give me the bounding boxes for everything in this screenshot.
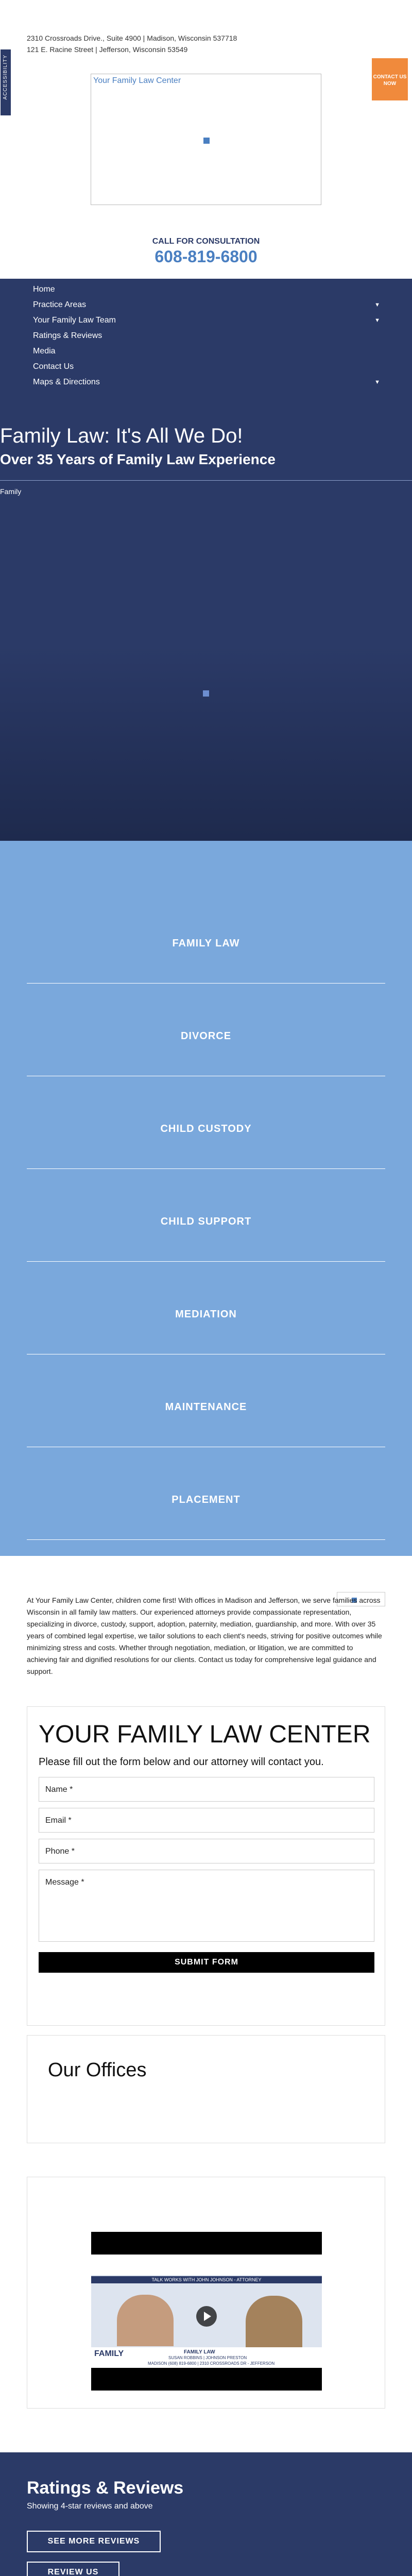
nav-item[interactable]: Media <box>33 347 56 355</box>
contact-now-button[interactable]: CONTACT US NOW <box>372 58 408 100</box>
practice-area-link[interactable]: MAINTENANCE <box>165 1401 247 1413</box>
practice-area-link[interactable]: FAMILY LAW <box>172 938 240 949</box>
name-field-label: Name * <box>45 1785 73 1794</box>
logo[interactable] <box>91 74 321 205</box>
ratings-section <box>0 2452 412 2576</box>
hero-image-caption: Family <box>0 487 22 496</box>
video-brand: FAMILY <box>94 2349 124 2358</box>
caret-down-icon[interactable]: ▼ <box>374 317 380 324</box>
message-field-label: Message * <box>45 1878 84 1887</box>
practice-area-divider <box>27 1261 385 1262</box>
practice-area-link[interactable]: MEDIATION <box>175 1309 237 1320</box>
review-us-button[interactable]: REVIEW US <box>27 2562 119 2576</box>
hero-divider <box>0 480 412 481</box>
nav-item[interactable]: Your Family Law Team <box>33 316 116 325</box>
hero <box>0 409 412 841</box>
logo-alt-text: Your Family Law Center <box>93 76 181 85</box>
phone-field-label: Phone * <box>45 1847 75 1856</box>
nav-item[interactable]: Ratings & Reviews <box>33 331 102 340</box>
practice-area-link[interactable]: DIVORCE <box>180 1030 232 1042</box>
practice-area-divider <box>27 1168 385 1169</box>
ratings-subtitle: Showing 4-star reviews and above <box>27 2502 153 2511</box>
play-icon[interactable] <box>196 2306 217 2327</box>
address-jefferson: 121 E. Racine Street | Jefferson, Wisconsin 53549 <box>27 45 188 54</box>
message-field[interactable] <box>39 1870 374 1942</box>
accessibility-tab-label: ACCESSIBILITY <box>3 55 8 100</box>
nav-item[interactable]: Practice Areas <box>33 300 87 309</box>
nav-item[interactable]: Contact Us <box>33 362 74 371</box>
caret-down-icon[interactable]: ▼ <box>374 302 380 308</box>
offices-title: Our Offices <box>48 2059 147 2081</box>
video-names: SUSAN ROBBINS | JOHNSON PRESTON <box>168 2355 247 2360</box>
form-title: YOUR FAMILY LAW CENTER <box>39 1721 371 1748</box>
person-right <box>246 2296 302 2347</box>
practice-area-link[interactable]: CHILD CUSTODY <box>160 1123 252 1134</box>
intro-text: At Your Family Law Center, children come first! With offices in Madison and Jefferson, we serve families across Wisconsin in all family law matters. Our experienced attorneys provide compassionate representation, specializing in divorce, custody, support, adoption, paternity, mediation, guardianship, and more. With over 35 years of combined legal expertise, we tailor solutions to each client's needs, striving for positive outcomes while minimizing stress and costs. Whether through negotiation, mediation, or litigation, we are committed to achieving fair and dignified resolutions for our clients. Contact us today for comprehensive legal guidance and support. <box>27 1596 382 1675</box>
hero-title: Family Law: It's All We Do! <box>0 425 243 447</box>
address-madison: 2310 Crossroads Drive., Suite 4900 | Madison, Wisconsin 537718 <box>27 34 237 42</box>
email-field-label: Email * <box>45 1816 72 1825</box>
main-nav <box>0 279 412 409</box>
form-subtitle: Please fill out the form below and our attorney will contact you. <box>39 1756 324 1768</box>
practice-areas <box>0 841 412 1556</box>
image-placeholder-icon <box>203 138 210 144</box>
hero-subtitle: Over 35 Years of Family Law Experience <box>0 451 276 467</box>
video-top-bar <box>91 2232 322 2255</box>
offices-heading-box <box>27 2035 385 2143</box>
video-footer: MADISON (608) 819-6800 | 2310 CROSSROADS DR - JEFFERSON <box>148 2361 275 2366</box>
video-lower-third <box>91 2347 322 2368</box>
accessibility-tab[interactable] <box>0 49 11 116</box>
nav-item[interactable]: Home <box>33 285 55 294</box>
office-video[interactable] <box>91 2275 322 2368</box>
person-left <box>117 2295 174 2346</box>
phone-field[interactable] <box>39 1839 374 1863</box>
practice-area-link[interactable]: CHILD SUPPORT <box>160 1216 252 1227</box>
nav-item[interactable]: Maps & Directions <box>33 378 100 386</box>
practice-area-link[interactable]: PLACEMENT <box>171 1494 241 1505</box>
see-more-reviews-button[interactable]: SEE MORE REVIEWS <box>27 2531 161 2552</box>
caret-down-icon[interactable]: ▼ <box>374 379 380 385</box>
video-title: TALK WORKS WITH JOHN JOHNSON - ATTORNEY <box>91 2276 322 2283</box>
submit-button[interactable]: SUBMIT FORM <box>39 1952 374 1973</box>
video-banner: FAMILY LAW <box>184 2349 215 2355</box>
phone-link[interactable]: 608-819-6800 <box>154 247 258 266</box>
contact-form <box>27 1706 385 2026</box>
image-placeholder-icon <box>203 690 209 697</box>
office-video-box <box>27 2177 385 2409</box>
practice-area-divider <box>27 983 385 984</box>
email-field[interactable] <box>39 1808 374 1833</box>
ratings-title: Ratings & Reviews <box>27 2478 184 2498</box>
practice-area-divider <box>27 1539 385 1540</box>
video-bottom-bar <box>91 2368 322 2391</box>
call-label: CALL FOR CONSULTATION <box>152 237 260 246</box>
name-field[interactable] <box>39 1777 374 1802</box>
